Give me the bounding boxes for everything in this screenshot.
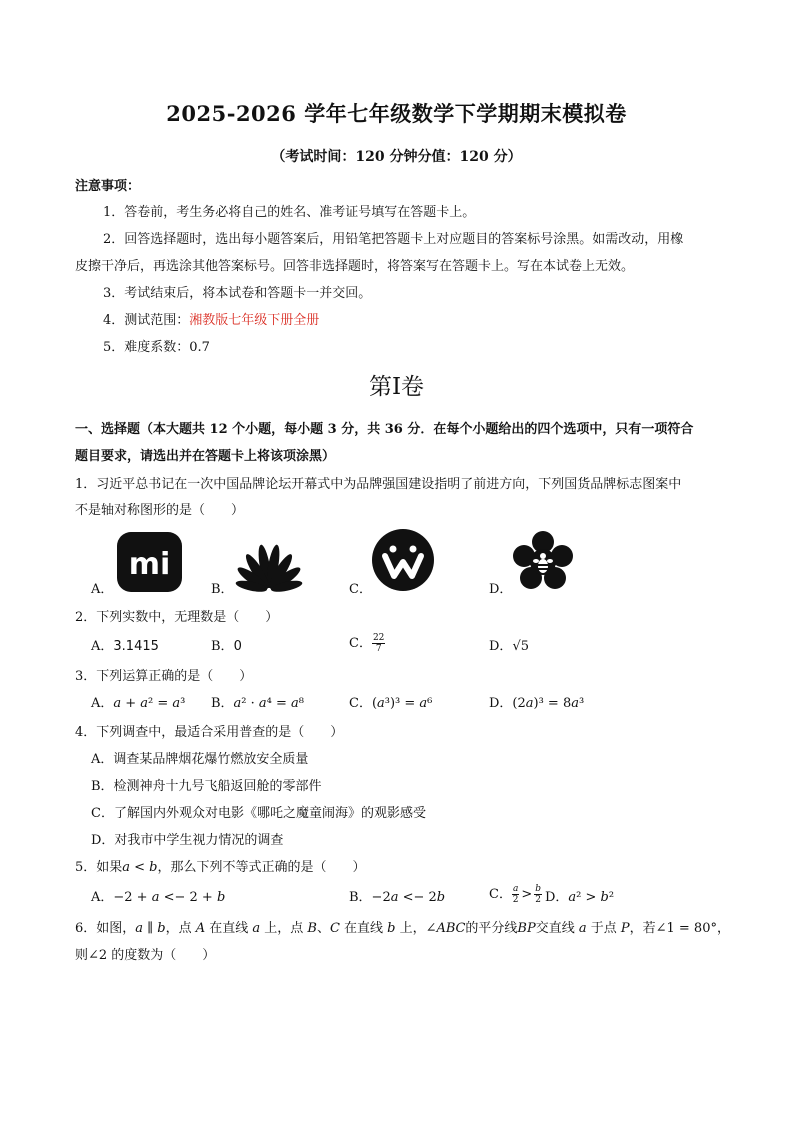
q2-option-b-label: B．	[211, 639, 234, 654]
notice-item-5: 5．难度系数：0.7	[103, 340, 210, 355]
q3-option-c: C．(𝑎³)³ = 𝑎⁶	[349, 696, 433, 711]
q4-option-a: A．调查某品牌烟花爆竹燃放安全质量	[91, 752, 309, 767]
q2-option-a-label: A．	[91, 639, 114, 654]
q2-option-a	[91, 638, 159, 656]
q5-option-c-operator: >	[521, 887, 533, 902]
q5-option-c-frac1	[512, 884, 519, 905]
q2-option-c-numerator: 22	[372, 633, 385, 643]
q4-option-c: C．了解国内外观众对电影《哪吒之魔童闹海》的观影感受	[91, 806, 426, 821]
q2-option-d	[489, 638, 529, 656]
notice-item-2b: 皮擦干净后，再选涂其他答案标号。回答非选择题时，将答案写在答题卡上。写在本试卷上无效。	[75, 259, 635, 274]
q3-stem: 3．下列运算正确的是（ ）	[75, 669, 253, 684]
notice-item-2a: 2．回答选择题时，选出每小题答案后，用铅笔把答题卡上对应题目的答案标号涂黑。如需改动，用橡	[103, 232, 684, 247]
q1-option-d-label: D．	[489, 582, 513, 597]
q5-stem: 5．如果𝑎 < 𝑏，那么下列不等式正确的是（ ）	[75, 860, 366, 875]
q2-option-c-fraction	[372, 633, 385, 654]
xiaomi-logo-icon	[117, 532, 182, 592]
q4-stem: 4．下列调查中，最适合采用普查的是（ ）	[75, 725, 344, 740]
q5-option-c	[489, 884, 542, 905]
q2-option-c-label: C．	[349, 636, 372, 651]
xiaomi-logo-text: mi	[128, 547, 171, 582]
q3-option-b: B．𝑎² · 𝑎⁴ = 𝑎⁸	[211, 696, 304, 711]
q1-option-c-label: C．	[349, 582, 372, 597]
q6-stem-b: 则∠2 的度数为（ ）	[75, 948, 216, 963]
page-title: 2025-2026 学年七年级数学下学期期末模拟卷	[166, 101, 627, 126]
q5-option-c-den2: 2	[535, 895, 541, 905]
q2-stem: 2．下列实数中，无理数是（ ）	[75, 610, 279, 625]
q1-stem-b: 不是轴对称图形的是（ ）	[75, 503, 245, 518]
test-scope: 湘教版七年级下册全册	[189, 313, 320, 328]
q2-option-b-value: 0	[233, 639, 242, 654]
q2-option-d-label: D．	[489, 639, 513, 654]
notice-item-4-label: 4．测试范围：	[103, 313, 190, 328]
q2-option-c	[349, 633, 385, 654]
q2-option-b	[211, 638, 242, 656]
exam-info: （考试时间：120 分钟分值：120 分）	[271, 149, 522, 165]
q6-stem-a: 6．如图，𝑎 ∥ 𝑏，点 𝐴 在直线 𝑎 上，点 𝐵、𝐶 在直线 𝑏 上，∠𝐴𝐵𝐶的平分线𝐵𝑃交直线 𝑎 于点 𝑃，若∠1 = 80°，	[75, 921, 730, 936]
q5-option-b: B．−2𝑎 <− 2𝑏	[349, 890, 446, 905]
q2-option-d-value: √5	[512, 639, 529, 654]
part1-heading-b: 题目要求，请选出并在答题卡上将该项涂黑）	[75, 449, 336, 464]
q1-option-a-label: A．	[91, 582, 114, 597]
q5-option-c-num2: 𝑏	[535, 884, 541, 894]
q3-option-a: A．𝑎 + 𝑎² = 𝑎³	[91, 696, 186, 711]
q5-option-c-den1: 2	[512, 895, 519, 905]
section-title: 第I卷	[368, 374, 425, 400]
notice-item-3: 3．考试结束后，将本试卷和答题卡一并交回。	[103, 286, 372, 301]
w-circle-logo-icon	[370, 528, 436, 592]
part1-heading-a: 一、选择题（本大题共 12 个小题，每小题 3 分，共 36 分．在每个小题给出的四个选项中，只有一项符合	[75, 422, 694, 437]
huawei-logo-icon	[231, 536, 307, 592]
q3-option-d: D．(2𝑎)³ = 8𝑎³	[489, 696, 585, 711]
flower-bee-logo-icon	[509, 530, 577, 594]
q1-stem-a: 1．习近平总书记在一次中国品牌论坛开幕式中为品牌强国建设指明了前进方向，下列国货品牌标志图案中	[75, 477, 682, 492]
q2-option-c-denominator: 7	[375, 644, 382, 654]
q5-option-d: D．𝑎² > 𝑏²	[545, 890, 615, 905]
q5-option-c-num1: 𝑎	[512, 884, 519, 894]
q4-option-b: B．检测神舟十九号飞船返回舱的零部件	[91, 779, 322, 794]
notice-heading: 注意事项：	[75, 179, 141, 194]
q5-option-c-frac2	[534, 884, 542, 905]
q4-option-d: D．对我市中学生视力情况的调查	[91, 833, 284, 848]
q2-option-a-value: 3.1415	[113, 639, 159, 654]
q1-option-b-label: B．	[211, 582, 234, 597]
notice-item-1: 1．答卷前，考生务必将自己的姓名、准考证号填写在答题卡上。	[103, 205, 476, 220]
notice-item-4	[103, 312, 319, 330]
q5-option-a: A．−2 + 𝑎 <− 2 + 𝑏	[91, 890, 226, 905]
q5-option-c-label: C．	[489, 887, 512, 902]
